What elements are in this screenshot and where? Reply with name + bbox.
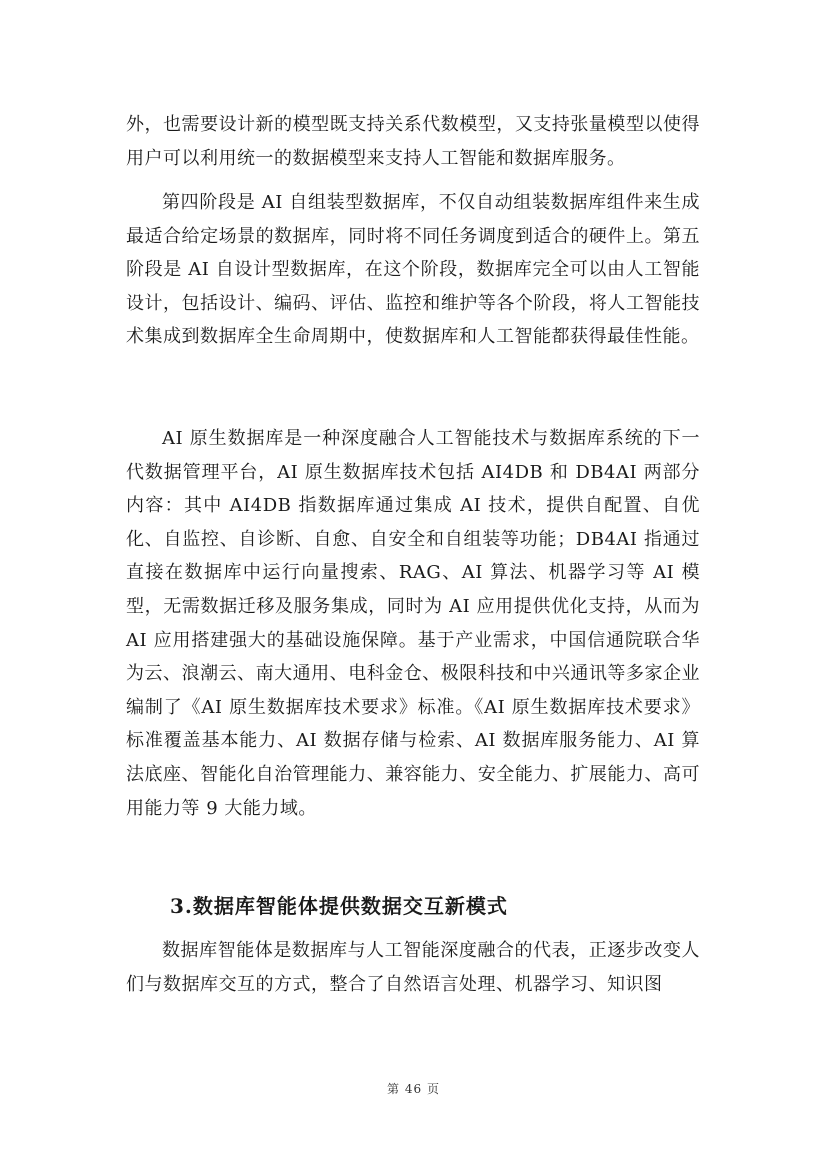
body-paragraph: 数据库智能体是数据库与人工智能深度融合的代表，正逐步改变人们与数据库交互的方式，整合了自然语言处理、机器学习、知识图 (126, 940, 700, 995)
section-heading: 3.数据库智能体提供数据交互新模式 (170, 894, 508, 918)
body-paragraph: AI 原生数据库是一种深度融合人工智能技术与数据库系统的下一代数据管理平台，AI 原生数据库技术包括 AI4DB 和 DB4AI 两部分内容：其中 AI4DB 指数据库通过集成 AI 技术，提供自配置、自优化、自监控、自诊断、自愈、自安全和自组装等功能；DB4AI 指通过直接在数据库中运行向量搜索、RAG、AI 算法、机器学习等 AI 模型，无需数据迁移及服务集成，同时为 AI 应用提供优化支持，从而为 AI 应用搭建强大的基础设施保障。基于产业需求，中国信通院联合华为云、浪潮云、南大通用、电科金仓、极限科技和中兴通讯等多家企业编制了《AI 原生数据库技术要求》标准。《AI 原生数据库技术要求》标准覆盖基本能力、AI 数据存储与检索、AI 数据库服务能力、AI 算法底座、智能化自治管理能力、兼容能力、安全能力、扩展能力、高可用能力等 9 大能力域。 (126, 428, 700, 819)
body-paragraph: 外，也需要设计新的模型既支持关系代数模型，又支持张量模型以使得用户可以利用统一的数据模型来支持人工智能和数据库服务。 (126, 114, 700, 169)
page-number: 第 46 页 (387, 1082, 440, 1096)
body-paragraph: 第四阶段是 AI 自组装型数据库，不仅自动组装数据库组件来生成最适合给定场景的数据库，同时将不同任务调度到适合的硬件上。第五阶段是 AI 自设计型数据库，在这个阶段，数据库完全可以由人工智能设计，包括设计、编码、评估、监控和维护等各个阶段，将人工智能技术集成到数据库全生命周期中，使数据库和人工智能都获得最佳性能。 (126, 192, 700, 348)
